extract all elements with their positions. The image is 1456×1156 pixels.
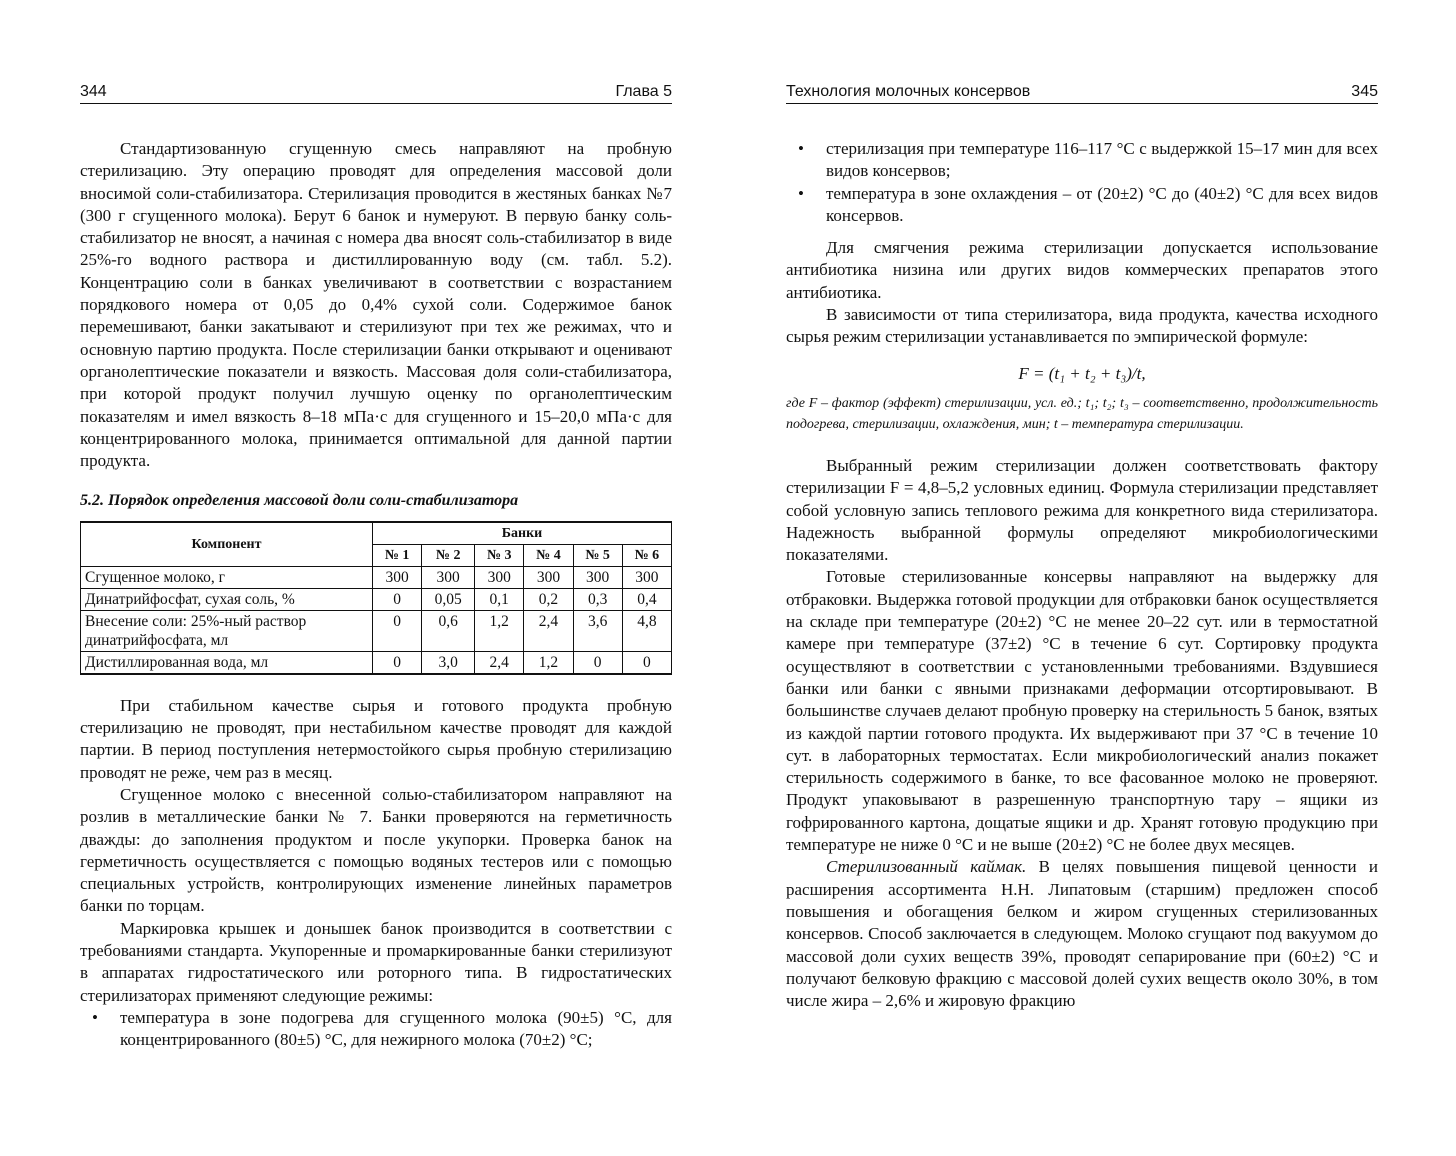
paragraph: Для смягчения режима стерилизации допускается использование антибиотика низина или других видов коммерческих препаратов этого антибиотика. <box>786 238 1378 302</box>
table-cell: 4,8 <box>622 610 671 651</box>
bullet-icon: • <box>798 183 804 203</box>
paragraph: В зависимости от типа стерилизатора, вида продукта, качества исходного сырья режим стерилизации устанавливается по эмпирической формуле: <box>786 305 1378 347</box>
list-item <box>786 138 1378 183</box>
table-cell: 300 <box>622 566 671 588</box>
formula: F = (t₁ + t₂ + t₃)/t, <box>1018 363 1146 383</box>
table-cell: 0 <box>373 651 422 674</box>
paragraph-lead: Стерилизованный каймак. <box>826 857 1027 877</box>
table-cell: 0,4 <box>622 588 671 610</box>
table-cell: 300 <box>475 566 524 588</box>
list-item <box>80 1007 672 1052</box>
table-col-header: № 1 <box>373 544 422 566</box>
paragraph: Стандартизованную сгущенную смесь направляют на пробную стерилизацию. Эту операцию проводят для определения массовой доли вносимой соли-стабилизатора. Стерилизация проводится в жестяных банках №7 (300 г сгущенного молока). Берут 6 банок и нумеруют. В первую банку соль-стабилизатор не вносят, а начиная с номера два вносят соль-стабилизатор в виде 25%-го водного раствора и дистиллированную воду (см. табл. 5.2). Концентрацию соли в банках увеличивают в соответствии с возрастанием порядкового номера от 0,05 до 0,4% сухой соли. Содержимое банок перемешивают, банки закатывают и стерилизуют при тех же режимах, что и основную партию продукта. После стерилизации банки открывают и оценивают органолептические показатели и вязкость. Массовая доля соли-стабилизатора, при которой продукт получил лучшую оценку по органолептическим показателям и имел вязкость 8–18 мПа·с для сгущенного и 15–20,0 мПа·с для концентрированного молока, принимается оптимальной для данной партии продукта. <box>80 139 672 471</box>
table-row-label: Динатрийфосфат, сухая соль, % <box>81 588 373 610</box>
list-item-text: стерилизация при температуре 116–117 °С с выдержкой 15–17 мин для всех видов консервов; <box>826 139 1378 181</box>
formula-note: где F – фактор (эффект) стерилизации, усл. ед.; t₁; t₂; t₃ – соответственно, продолжительность подогрева, стерилизации, охлаждения, мин; t – температура стерилизации. <box>786 395 1378 432</box>
table-cell: 3,0 <box>422 651 475 674</box>
salt-stabilizer-table <box>80 521 672 675</box>
table-row <box>81 566 672 588</box>
table-row <box>81 610 672 651</box>
table-caption: 5.2. Порядок определения массовой доли соли-стабилизатора <box>80 492 519 510</box>
list-item <box>786 183 1378 228</box>
table-col-header: № 5 <box>573 544 622 566</box>
table-cell: 300 <box>573 566 622 588</box>
left-page-body <box>80 138 672 1052</box>
table-cell: 0 <box>622 651 671 674</box>
list-item-text: температура в зоне охлаждения – от (20±2) °С до (40±2) °С для всех видов консервов. <box>826 183 1378 225</box>
paragraph: Сгущенное молоко с внесенной солью-стабилизатором направляют на розлив в металлические банки № 7. Банки проверяются на герметичность дважды: до заполнения продуктом и после укупорки. Проверка банок на герметичность осуществляется с помощью водяных тестеров или с помощью специальных устройств, контролирующих изменение линейных параметров банки по торцам. <box>80 784 672 916</box>
table-cell: 0,3 <box>573 588 622 610</box>
table-col-header: № 2 <box>422 544 475 566</box>
table-cell: 0,6 <box>422 610 475 651</box>
table-col-header: № 4 <box>524 544 573 566</box>
table-col-header: № 3 <box>475 544 524 566</box>
running-head-left <box>80 82 672 104</box>
table-cell: 2,4 <box>475 651 524 674</box>
left-page <box>80 82 672 1052</box>
paragraph: Готовые стерилизованные консервы направляют на выдержку для отбраковки. Выдержка готовой продукции для отбраковки банок осуществляется на складе при температуре (20±2) °С не менее 20–22 сут. или в термостатной камере при температуре (37±2) °С в течение 6 сут. Сортировку продукта осуществляют в соответствии с установленными требованиями. Вздувшиеся банки или банки с явными признаками деформации отсортировывают. В большинстве случаев делают пробную проверку на стерильность 5 банок, взятых из каждой партии готового продукта. Их выдерживают при 37 °С в течение 10 сут. в лабораторных термостатах. Если микробиологический анализ покажет стерильность содержимого в банке, то все фасованное молоко не проверяют. Продукт упаковывают в разрешенную транспортную тару – ящики из гофрированного картона, дощатые ящики и др. Хранят готовую продукцию при температуре не ниже 0 °С и не выше (20±2) °С не более двух месяцев. <box>786 567 1378 855</box>
table-cell: 0 <box>373 588 422 610</box>
table-col-header: № 6 <box>622 544 671 566</box>
table-cell: 1,2 <box>524 651 573 674</box>
paragraph <box>786 856 1378 1012</box>
table-cell: 0,05 <box>422 588 475 610</box>
table-header-group: Банки <box>373 522 672 545</box>
table-row-label: Дистиллированная вода, мл <box>81 651 373 674</box>
right-page-body <box>786 138 1378 1012</box>
paragraph-text: В целях повышения пищевой ценности и расширения ассортимента Н.Н. Липатовым (старшим) предложен способ повышения и обогащения белком и жиром сгущенных стерилизованных консервов. Способ заключается в следующем. Молоко сгущают под вакуумом до массовой доли сухих веществ 39%, проводят сепарирование при (60±2) °С и получают белковую фракцию с массовой долей сухих веществ около 30%, в том числе жира – 2,6% и жировую фракцию <box>786 857 1378 1011</box>
list-item-text: температура в зоне подогрева для сгущенного молока (90±5) °С, для концентрированного (80±5) °С, для нежирного молока (70±2) °С; <box>120 1007 672 1050</box>
table-cell: 300 <box>373 566 422 588</box>
table-cell: 1,2 <box>475 610 524 651</box>
table-cell: 300 <box>422 566 475 588</box>
table-cell: 0 <box>373 610 422 651</box>
table-cell: 0,1 <box>475 588 524 610</box>
paragraph: Маркировка крышек и донышек банок производится в соответствии с требованиями стандарта. Укупоренные и промаркированные банки стерилизуют в аппаратах гидростатического или роторного типа. В гидростатических стерилизаторах применяют следующие режимы: <box>80 918 672 1005</box>
bullet-list <box>786 138 1378 227</box>
running-head-right <box>786 82 1378 104</box>
table-row-label: Внесение соли: 25%-ный раствор динатрийфосфата, мл <box>81 610 373 651</box>
running-title-left: Глава 5 <box>615 83 672 100</box>
table-row <box>81 651 672 674</box>
table-cell: 0,2 <box>524 588 573 610</box>
table-row <box>81 588 672 610</box>
table-cell: 300 <box>524 566 573 588</box>
table-header-component: Компонент <box>81 522 373 567</box>
page-number-left: 344 <box>80 83 107 100</box>
paragraph: При стабильном качестве сырья и готового продукта пробную стерилизацию не проводят, при нестабильном качестве проводят для каждой партии. В период поступления нетермостойкого сырья пробную стерилизацию проводят не реже, чем раз в месяц. <box>80 695 672 782</box>
paragraph: Выбранный режим стерилизации должен соответствовать фактору стерилизации F = 4,8–5,2 условных единиц. Формула стерилизации представляет собой условную запись теплового режима для конкретного вида стерилизатора. Надежность выбранной формулы определяют микробиологическими показателями. <box>786 455 1378 565</box>
bullet-icon: • <box>92 1007 98 1027</box>
page-number-right: 345 <box>1351 83 1378 100</box>
table-cell: 2,4 <box>524 610 573 651</box>
table-cell: 0 <box>573 651 622 674</box>
table-cell: 3,6 <box>573 610 622 651</box>
table-row-label: Сгущенное молоко, г <box>81 566 373 588</box>
bullet-icon: • <box>798 139 804 158</box>
bullet-list <box>80 1007 672 1052</box>
right-page <box>786 82 1378 1012</box>
running-title-right: Технология молочных консервов <box>786 83 1031 100</box>
